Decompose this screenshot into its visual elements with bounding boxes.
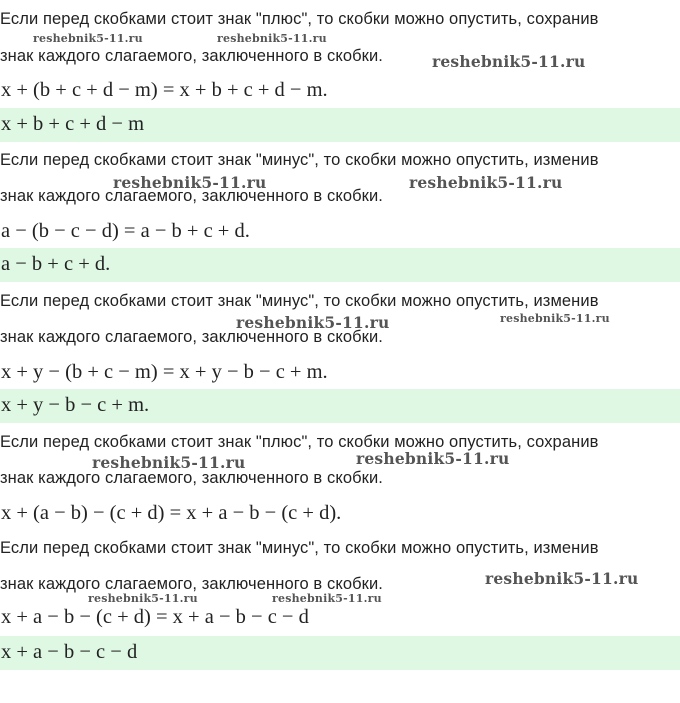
watermark: reshebnik5-11.ru bbox=[88, 592, 198, 605]
rule-text-line: Если перед скобками стоит знак "минус", то скобки можно опустить, изменив bbox=[0, 539, 599, 557]
watermark: reshebnik5-11.ru bbox=[409, 173, 563, 192]
watermark: reshebnik5-11.ru bbox=[432, 52, 586, 71]
rule-text-line: Если перед скобками стоит знак "плюс", то скобки можно опустить, сохранив bbox=[0, 10, 599, 28]
expression: x + (b + c + d − m) = x + b + c + d − m. bbox=[1, 79, 328, 101]
watermark: reshebnik5-11.ru bbox=[236, 313, 390, 332]
rule-text-line: знак каждого слагаемого, заключенного в скобки. bbox=[0, 47, 383, 65]
watermark: reshebnik5-11.ru bbox=[33, 32, 143, 45]
watermark: reshebnik5-11.ru bbox=[500, 312, 610, 325]
answer: x + b + c + d − m bbox=[1, 113, 145, 135]
rule-text-line: знак каждого слагаемого, заключенного в скобки. bbox=[0, 187, 383, 205]
answer: x + a − b − c − d bbox=[1, 641, 138, 663]
expression: x + y − (b + c − m) = x + y − b − c + m. bbox=[1, 361, 328, 383]
watermark: reshebnik5-11.ru bbox=[485, 569, 639, 588]
rule-text-line: Если перед скобками стоит знак "минус", то скобки можно опустить, изменив bbox=[0, 292, 599, 310]
expression: x + a − b − (c + d) = x + a − b − c − d bbox=[1, 606, 309, 628]
answer-band bbox=[0, 108, 680, 142]
answer-band bbox=[0, 389, 680, 423]
answer: x + y − b − c + m. bbox=[1, 394, 150, 416]
rule-text-line: знак каждого слагаемого, заключенного в скобки. bbox=[0, 575, 383, 593]
expression: x + (a − b) − (c + d) = x + a − b − (c + d). bbox=[1, 502, 342, 524]
watermark: reshebnik5-11.ru bbox=[356, 449, 510, 468]
answer-band bbox=[0, 636, 680, 670]
rule-text-line: знак каждого слагаемого, заключенного в скобки. bbox=[0, 469, 383, 487]
rule-text-line: Если перед скобками стоит знак "минус", то скобки можно опустить, изменив bbox=[0, 151, 599, 169]
watermark: reshebnik5-11.ru bbox=[113, 173, 267, 192]
answer-band bbox=[0, 248, 680, 282]
watermark: reshebnik5-11.ru bbox=[217, 32, 327, 45]
answer: a − b + c + d. bbox=[1, 253, 111, 275]
expression: a − (b − c − d) = a − b + c + d. bbox=[1, 220, 250, 242]
rule-text-line: Если перед скобками стоит знак "плюс", то скобки можно опустить, сохранив bbox=[0, 433, 599, 451]
watermark: reshebnik5-11.ru bbox=[272, 592, 382, 605]
rule-text-line: знак каждого слагаемого, заключенного в скобки. bbox=[0, 328, 383, 346]
watermark: reshebnik5-11.ru bbox=[92, 453, 246, 472]
